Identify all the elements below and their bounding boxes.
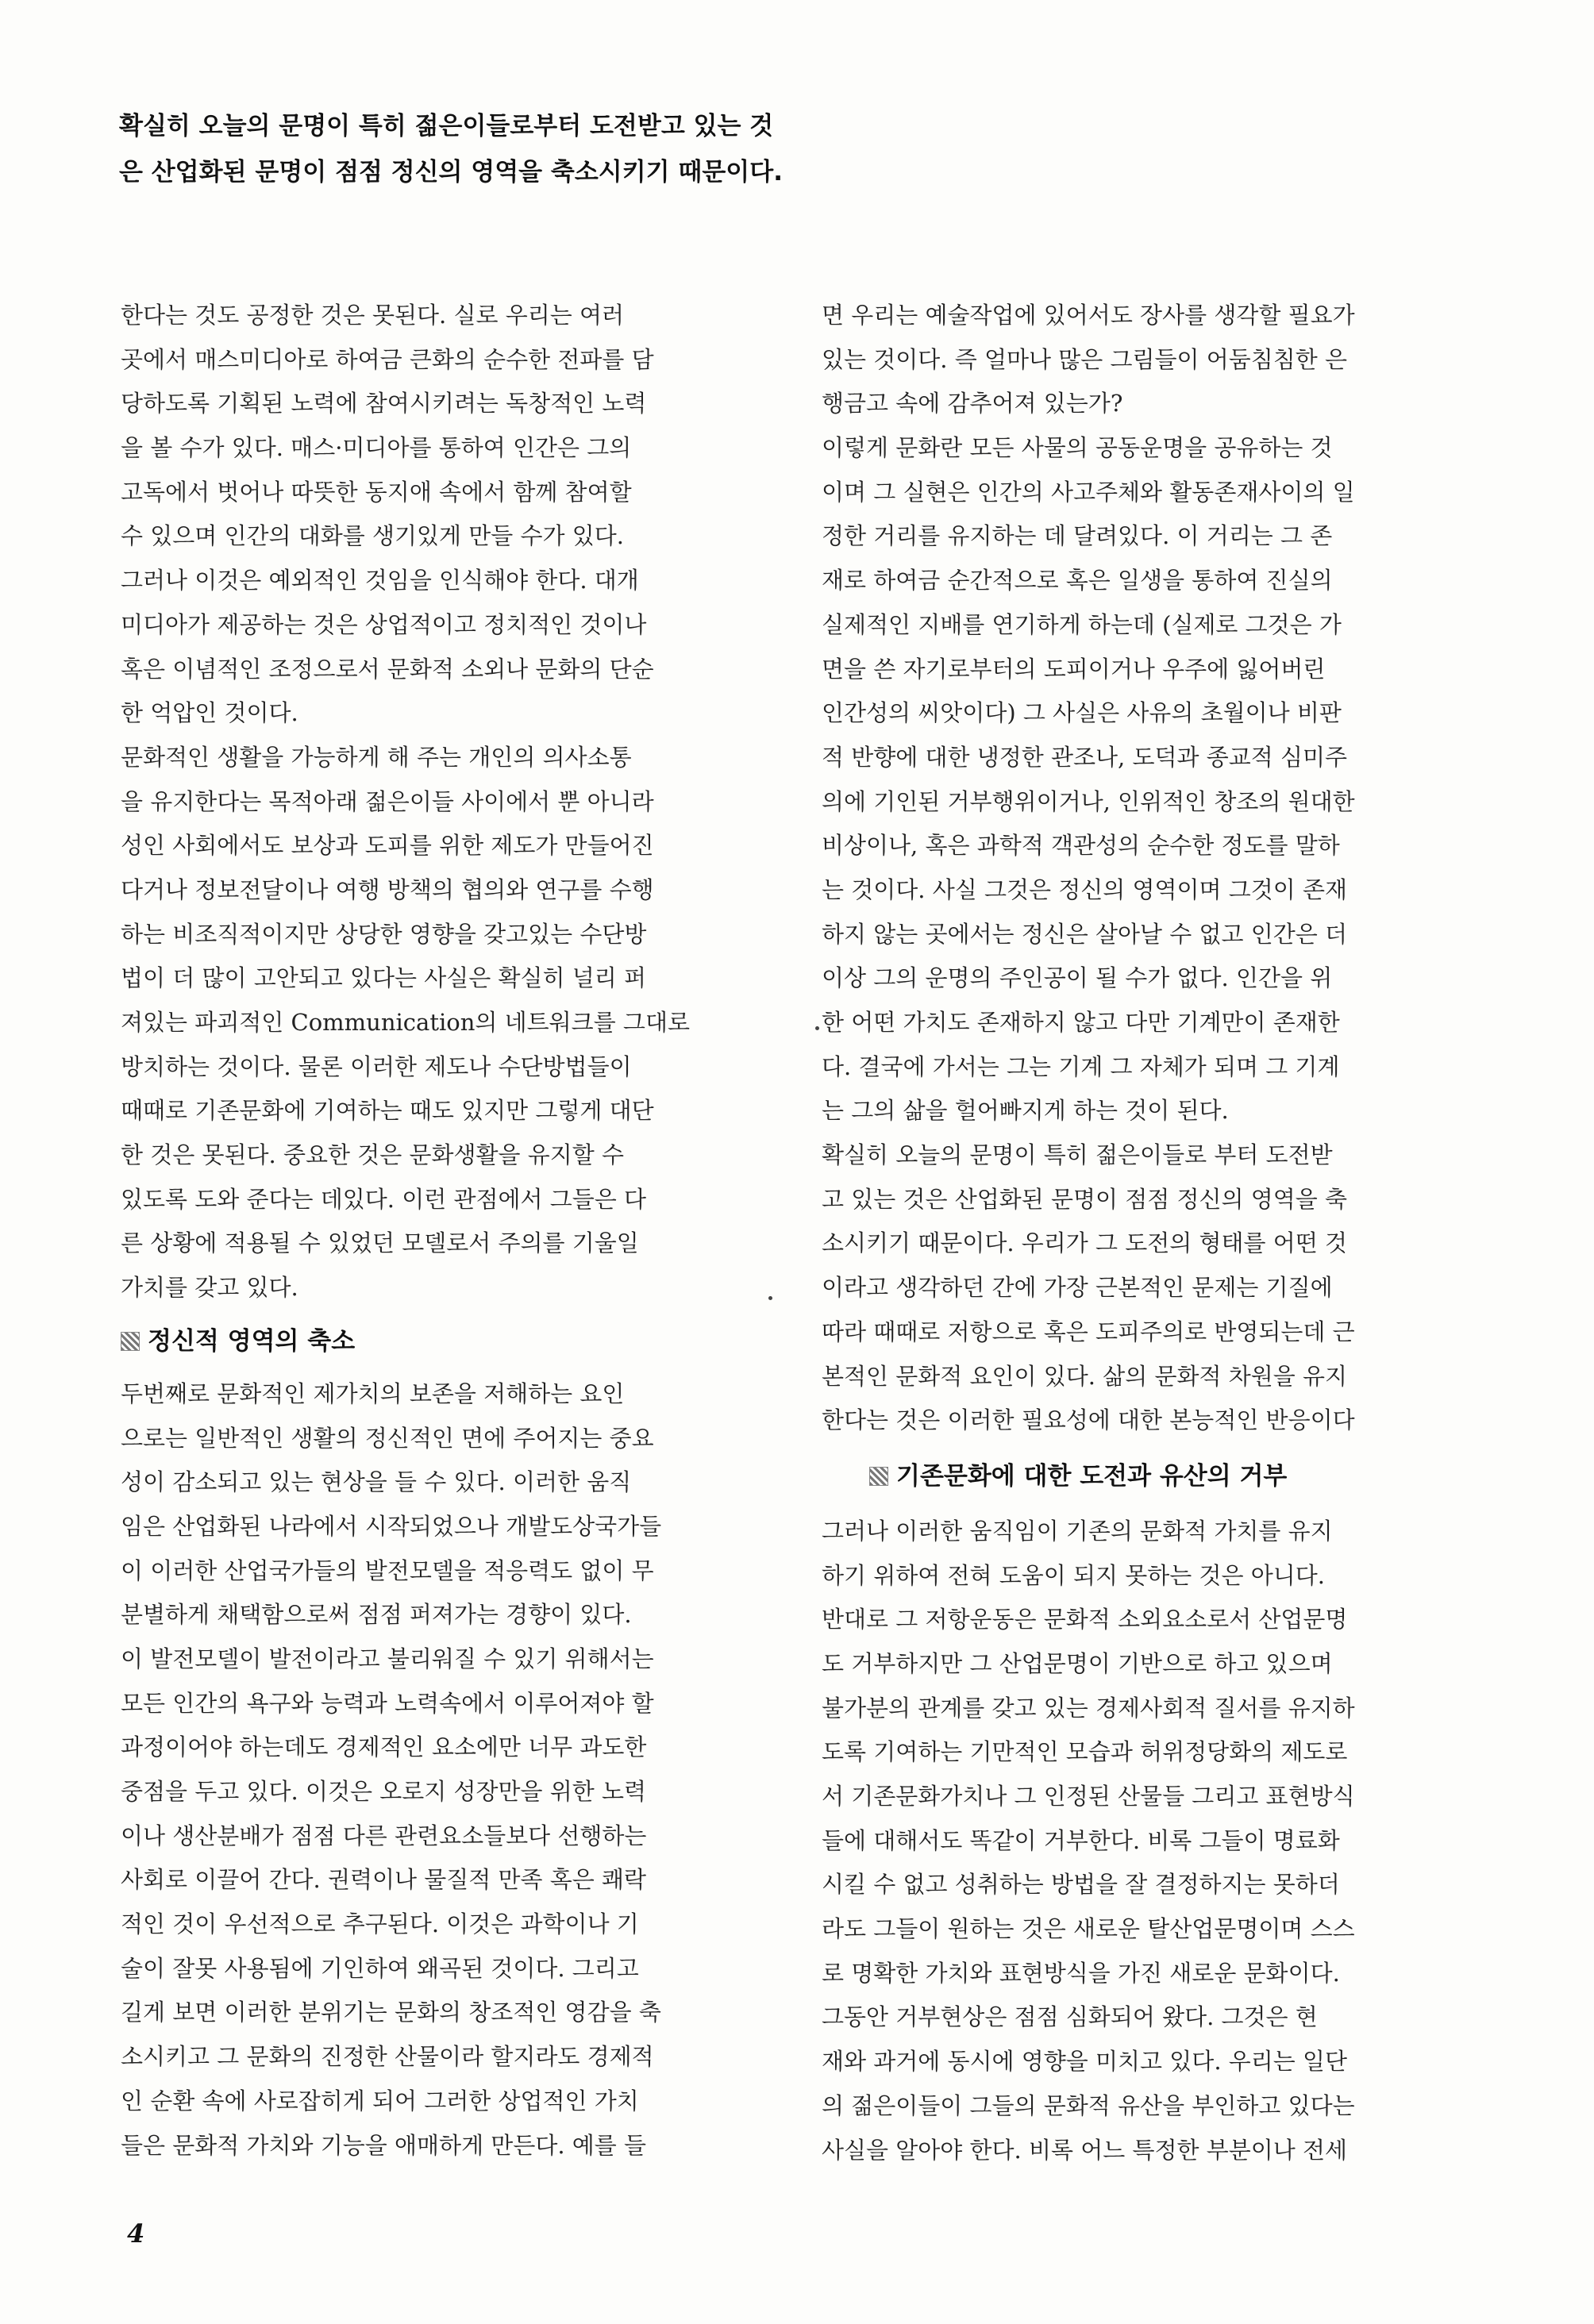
text-line: 들에 대해서도 똑같이 거부한다. 비록 그들이 명료화	[822, 1826, 1340, 1854]
text-line: 는 그의 삶을 헐어빠지게 하는 것이 된다.	[822, 1097, 1229, 1125]
text-line: 의 젊은이들이 그들의 문화적 유산을 부인하고 있다는	[822, 2091, 1355, 2119]
text-line: 문화적인 생활을 가능하게 해 주는 개인의 의사소통	[121, 743, 632, 771]
paragraph	[121, 294, 772, 736]
text-line: 사실을 알아야 한다. 비록 어느 특정한 부분이나 전세	[822, 2136, 1348, 2164]
text-line: 실제적인 지배를 연기하게 하는데 (실제로 그것은 가	[822, 610, 1342, 638]
text-line: 사회로 이끌어 간다. 권력이나 물질적 만족 혹은 쾌락	[121, 1866, 647, 1894]
text-line: 곳에서 매스미디아로 하여금 큰화의 순수한 전파를 담	[121, 345, 654, 373]
text-line: 의에 기인된 거부행위이거나, 인위적인 창조의 원대한	[822, 787, 1355, 815]
paragraph	[822, 1510, 1473, 1996]
text-line: 길게 보면 이러한 분위기는 문화의 창조적인 영감을 축	[121, 1999, 661, 2026]
page-number: 4	[127, 2218, 145, 2249]
text-line: 한 억압인 것이다.	[121, 699, 298, 727]
section-heading	[822, 1443, 1473, 1510]
text-line: 이 이러한 산업국가들의 발전모델을 적응력도 없이 무	[121, 1556, 654, 1584]
text-line: 적인 것이 우선적으로 추구된다. 이것은 과학이나 기	[121, 1910, 639, 1938]
text-line: 하는 비조직적이지만 상당한 영향을 갖고있는 수단방	[121, 920, 647, 948]
paragraph	[822, 426, 1473, 1133]
text-line: 으로는 일반적인 생활의 정신적인 면에 주어지는 중요	[121, 1424, 654, 1452]
heading-bullet-icon	[869, 1467, 888, 1486]
left-column	[121, 294, 772, 2168]
text-line: 들은 문화적 가치와 기능을 애매하게 만든다. 예를 들	[121, 2131, 647, 2159]
paragraph	[121, 1372, 772, 2168]
text-line: 하기 위하여 전혀 도움이 되지 못하는 것은 아니다.	[822, 1561, 1326, 1589]
text-line: 을 볼 수가 있다. 매스·미디아를 통하여 인간은 그의	[121, 434, 632, 462]
text-line: 한다는 것도 공정한 것은 못된다. 실로 우리는 여러	[121, 302, 625, 329]
text-line: 분별하게 채택함으로써 점점 퍼져가는 경향이 있다.	[121, 1601, 632, 1629]
text-line: 한다는 것은 이러한 필요성에 대한 본능적인 반응이다	[822, 1406, 1355, 1434]
text-line: 이며 그 실현은 인간의 사고주체와 활동존재사이의 일	[822, 478, 1355, 506]
text-line: 소시키고 그 문화의 진정한 산물이라 할지라도 경제적	[121, 2043, 654, 2071]
text-line: 고독에서 벗어나 따뜻한 동지애 속에서 함께 참여할	[121, 478, 632, 506]
pull-quote-line: 은 산업화된 문명이 점점 정신의 영역을 축소시키기 때문이다.	[119, 158, 783, 187]
text-line: 을 유지한다는 목적아래 젊은이들 사이에서 뿐 아니라	[121, 787, 654, 815]
text-line: 그러나 이러한 움직임이 기존의 문화적 가치를 유지	[822, 1517, 1333, 1545]
paragraph	[822, 1133, 1473, 1443]
text-line: 한 것은 못된다. 중요한 것은 문화생활을 유지할 수	[121, 1141, 625, 1169]
text-line: 그러나 이것은 예외적인 것임을 인식해야 한다. 대개	[121, 567, 639, 594]
print-speck	[768, 1296, 772, 1300]
text-line: 그동안 거부현상은 점점 심화되어 왔다. 그것은 현	[822, 2003, 1318, 2031]
text-line: 법이 더 많이 고안되고 있다는 사실은 확실히 널리 퍼	[121, 964, 647, 992]
text-line: 모든 인간의 욕구와 능력과 노력속에서 이루어져야 할	[121, 1689, 654, 1717]
text-line: 당하도록 기획된 노력에 참여시키려는 독창적인 노력	[121, 390, 647, 417]
text-line: 미디아가 제공하는 것은 상업적이고 정치적인 것이나	[121, 610, 647, 638]
text-line: 이상 그의 운명의 주인공이 될 수가 없다. 인간을 위	[822, 964, 1333, 992]
pull-quote-line: 확실히 오늘의 문명이 특히 젊은이들로부터 도전받고 있는 것	[119, 112, 774, 140]
pull-quote	[119, 103, 1469, 195]
heading-bullet-icon	[121, 1332, 140, 1351]
text-line: 정한 거리를 유지하는 데 달려있다. 이 거리는 그 존	[822, 522, 1333, 550]
text-line: 본적인 문화적 요인이 있다. 삶의 문화적 차원을 유지	[822, 1362, 1348, 1390]
text-line: 소시키기 때문이다. 우리가 그 도전의 형태를 어떤 것	[822, 1229, 1348, 1257]
text-line: 져있는 파괴적인 Communication의 네트워크를 그대로	[121, 1009, 690, 1036]
text-line: 방치하는 것이다. 물론 이러한 제도나 수단방법들이	[121, 1052, 632, 1080]
section-heading	[121, 1310, 772, 1372]
text-line: 면 우리는 예술작업에 있어서도 장사를 생각할 필요가	[822, 302, 1355, 329]
text-line: 서 기존문화가치나 그 인정된 산물들 그리고 표현방식	[822, 1783, 1355, 1810]
text-line: 반대로 그 저항운동은 문화적 소외요소로서 산업문명	[822, 1606, 1348, 1633]
text-line: 임은 산업화된 나라에서 시작되었으나 개발도상국가들	[121, 1512, 662, 1540]
text-line: 는 것이다. 사실 그것은 정신의 영역이며 그것이 존재	[822, 875, 1348, 903]
right-column	[822, 294, 1473, 2172]
text-line: 수 있으며 인간의 대화를 생기있게 만들 수가 있다.	[121, 522, 625, 550]
text-line: 이 발전모델이 발전이라고 불리워질 수 있기 위해서는	[121, 1645, 654, 1672]
text-line: 성인 사회에서도 보상과 도피를 위한 제도가 만들어진	[121, 832, 654, 860]
text-line: 도 거부하지만 그 산업문명이 기반으로 하고 있으며	[822, 1649, 1333, 1677]
paragraph	[822, 1995, 1473, 2172]
text-line: 이렇게 문화란 모든 사물의 공동운명을 공유하는 것	[822, 434, 1333, 462]
text-line: 가치를 갖고 있다.	[121, 1274, 298, 1302]
paragraph	[121, 736, 772, 1310]
text-line: 이라고 생각하던 간에 가장 근본적인 문제는 기질에	[822, 1274, 1333, 1302]
text-line: 시킬 수 없고 성취하는 방법을 잘 결정하지는 못하더	[822, 1871, 1340, 1899]
text-line: 재와 과거에 동시에 영향을 미치고 있다. 우리는 일단	[822, 2048, 1348, 2076]
text-line: 도록 기여하는 기만적인 모습과 허위정당화의 제도로	[822, 1738, 1348, 1766]
text-line: 비상이나, 혹은 과학적 객관성의 순수한 정도를 말하	[822, 832, 1340, 860]
text-line: 적 반향에 대한 냉정한 관조나, 도덕과 종교적 심미주	[822, 743, 1348, 771]
text-line: 성이 감소되고 있는 현상을 들 수 있다. 이러한 움직	[121, 1468, 632, 1496]
text-line: 재로 하여금 순간적으로 혹은 일생을 통하여 진실의	[822, 567, 1333, 594]
text-line: 따라 때때로 저항으로 혹은 도피주의로 반영되는데 근	[822, 1318, 1355, 1345]
text-line: 두번째로 문화적인 제가치의 보존을 저해하는 요인	[121, 1379, 625, 1407]
paragraph	[822, 294, 1473, 426]
text-line: 한 어떤 가치도 존재하지 않고 다만 기계만이 존재한	[822, 1009, 1340, 1036]
print-speck	[815, 1026, 819, 1030]
text-line: 다거나 정보전달이나 여행 방책의 협의와 연구를 수행	[121, 875, 654, 903]
text-line: 고 있는 것은 산업화된 문명이 점점 정신의 영역을 축	[822, 1185, 1348, 1213]
text-line: 하지 않는 곳에서는 정신은 살아날 수 없고 인간은 더	[822, 920, 1348, 948]
text-line: 있는 것이다. 즉 얼마나 많은 그림들이 어둠침침한 은	[822, 345, 1348, 373]
text-line: 다. 결국에 가서는 그는 기계 그 자체가 되며 그 기계	[822, 1052, 1340, 1080]
text-line: 확실히 오늘의 문명이 특히 젊은이들로 부터 도전받	[822, 1141, 1333, 1169]
section-heading-text: 기존문화에 대한 도전과 유산의 거부	[896, 1461, 1288, 1491]
text-line: 라도 그들이 원하는 것은 새로운 탈산업문명이며 스스	[822, 1915, 1355, 1943]
text-line: 행금고 속에 감추어져 있는가?	[822, 390, 1123, 417]
text-line: 인 순환 속에 사로잡히게 되어 그러한 상업적인 가치	[121, 2087, 639, 2114]
text-line: 이나 생산분배가 점점 다른 관련요소들보다 선행하는	[121, 1822, 647, 1849]
text-line: 면을 쓴 자기로부터의 도피이거나 우주에 잃어버린	[822, 655, 1326, 683]
text-line: 른 상황에 적용될 수 있었던 모델로서 주의를 기울일	[121, 1229, 639, 1257]
text-line: 로 명확한 가치와 표현방식을 가진 새로운 문화이다.	[822, 1959, 1340, 1987]
text-line: 때때로 기존문화에 기여하는 때도 있지만 그렇게 대단	[121, 1097, 654, 1125]
text-line: 과정이어야 하는데도 경제적인 요소에만 너무 과도한	[121, 1733, 647, 1761]
text-line: 혹은 이념적인 조정으로서 문화적 소외나 문화의 단순	[121, 655, 654, 683]
text-line: 중점을 두고 있다. 이것은 오로지 성장만을 위한 노력	[121, 1778, 647, 1805]
text-line: 술이 잘못 사용됨에 기인하여 왜곡된 것이다. 그리고	[121, 1954, 639, 1982]
section-heading-text: 정신적 영역의 축소	[148, 1326, 356, 1356]
text-line: 인간성의 씨앗이다) 그 사실은 사유의 초월이나 비판	[822, 699, 1342, 727]
text-line: 있도록 도와 준다는 데있다. 이런 관점에서 그들은 다	[121, 1185, 647, 1213]
text-line: 불가분의 관계를 갖고 있는 경제사회적 질서를 유지하	[822, 1694, 1355, 1722]
